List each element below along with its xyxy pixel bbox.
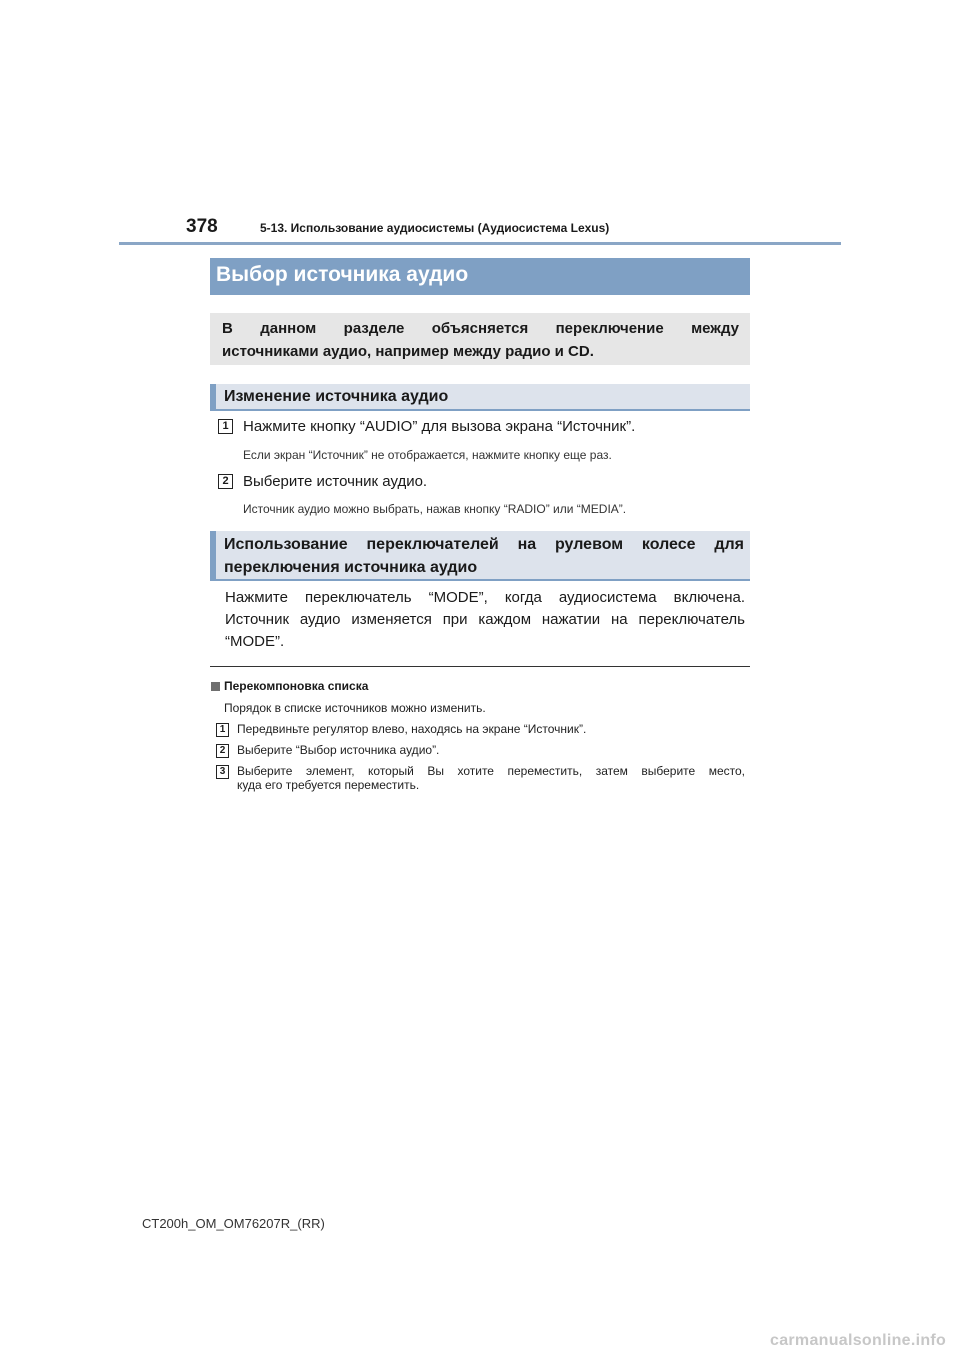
step-number-1: 1 [218, 419, 233, 434]
main-title: Выбор источника аудио [216, 263, 469, 286]
watermark: carmanualsonline.info [770, 1332, 947, 1349]
step-1-text: Нажмите кнопку “AUDIO” для вызова экрана “Источник”. [243, 418, 636, 435]
step-1-note: Если экран “Источник” не отображается, нажмите кнопку еще раз. [243, 448, 612, 462]
step-number-2: 2 [218, 474, 233, 489]
list-step-2-text: Выберите “Выбор источника аудио”. [237, 743, 440, 757]
step-2-note: Источник аудио можно выбрать, нажав кнопку “RADIO” или “MEDIA”. [243, 502, 627, 516]
document-code: CT200h_OM_OM76207R_(RR) [142, 1216, 325, 1231]
header-divider [119, 242, 841, 245]
step-2-text: Выберите источник аудио. [243, 473, 428, 490]
list-step-3-text [237, 764, 745, 792]
list-step-3-line-2: куда его требуется переместить. [237, 778, 420, 792]
list-step-3-line-1: Выберите элемент, который Вы хотите переместить, затем выберите место, [237, 764, 745, 778]
intro-box [210, 313, 750, 365]
steering-switch-paragraph [225, 587, 745, 653]
intro-line-1: В данном разделе объясняется переключение между [222, 320, 739, 337]
list-section-heading: Перекомпоновка списка [224, 679, 369, 693]
list-step-number-1: 1 [216, 723, 229, 737]
section-heading-line-1: Использование переключателей на рулевом колесе для [224, 536, 744, 553]
para-line-3: “MODE”. [225, 633, 285, 650]
section-heading-line-2: переключения источника аудио [224, 559, 478, 576]
section-title: 5-13. Использование аудиосистемы (Аудиосистема Lexus) [260, 221, 610, 235]
para-line-1: Нажмите переключатель “MODE”, когда аудиосистема включена. [225, 589, 745, 606]
intro-line-2: источниками аудио, например между радио и CD. [222, 343, 594, 360]
section-heading-text: Изменение источника аудио [224, 388, 449, 405]
para-line-2: Источник аудио изменяется при каждом нажатии на переключатель [225, 611, 745, 628]
list-step-number-3: 3 [216, 765, 229, 779]
main-title-bar [210, 258, 750, 295]
section-heading-steering-switches [210, 531, 750, 581]
square-bullet-icon [211, 682, 220, 691]
section-divider [210, 666, 750, 667]
list-section-intro: Порядок в списке источников можно изменить. [224, 701, 486, 715]
page-number: 378 [186, 216, 218, 237]
list-step-number-2: 2 [216, 744, 229, 758]
list-step-1-text: Передвиньте регулятор влево, находясь на экране “Источник”. [237, 722, 587, 736]
section-heading-change-source [210, 384, 750, 411]
